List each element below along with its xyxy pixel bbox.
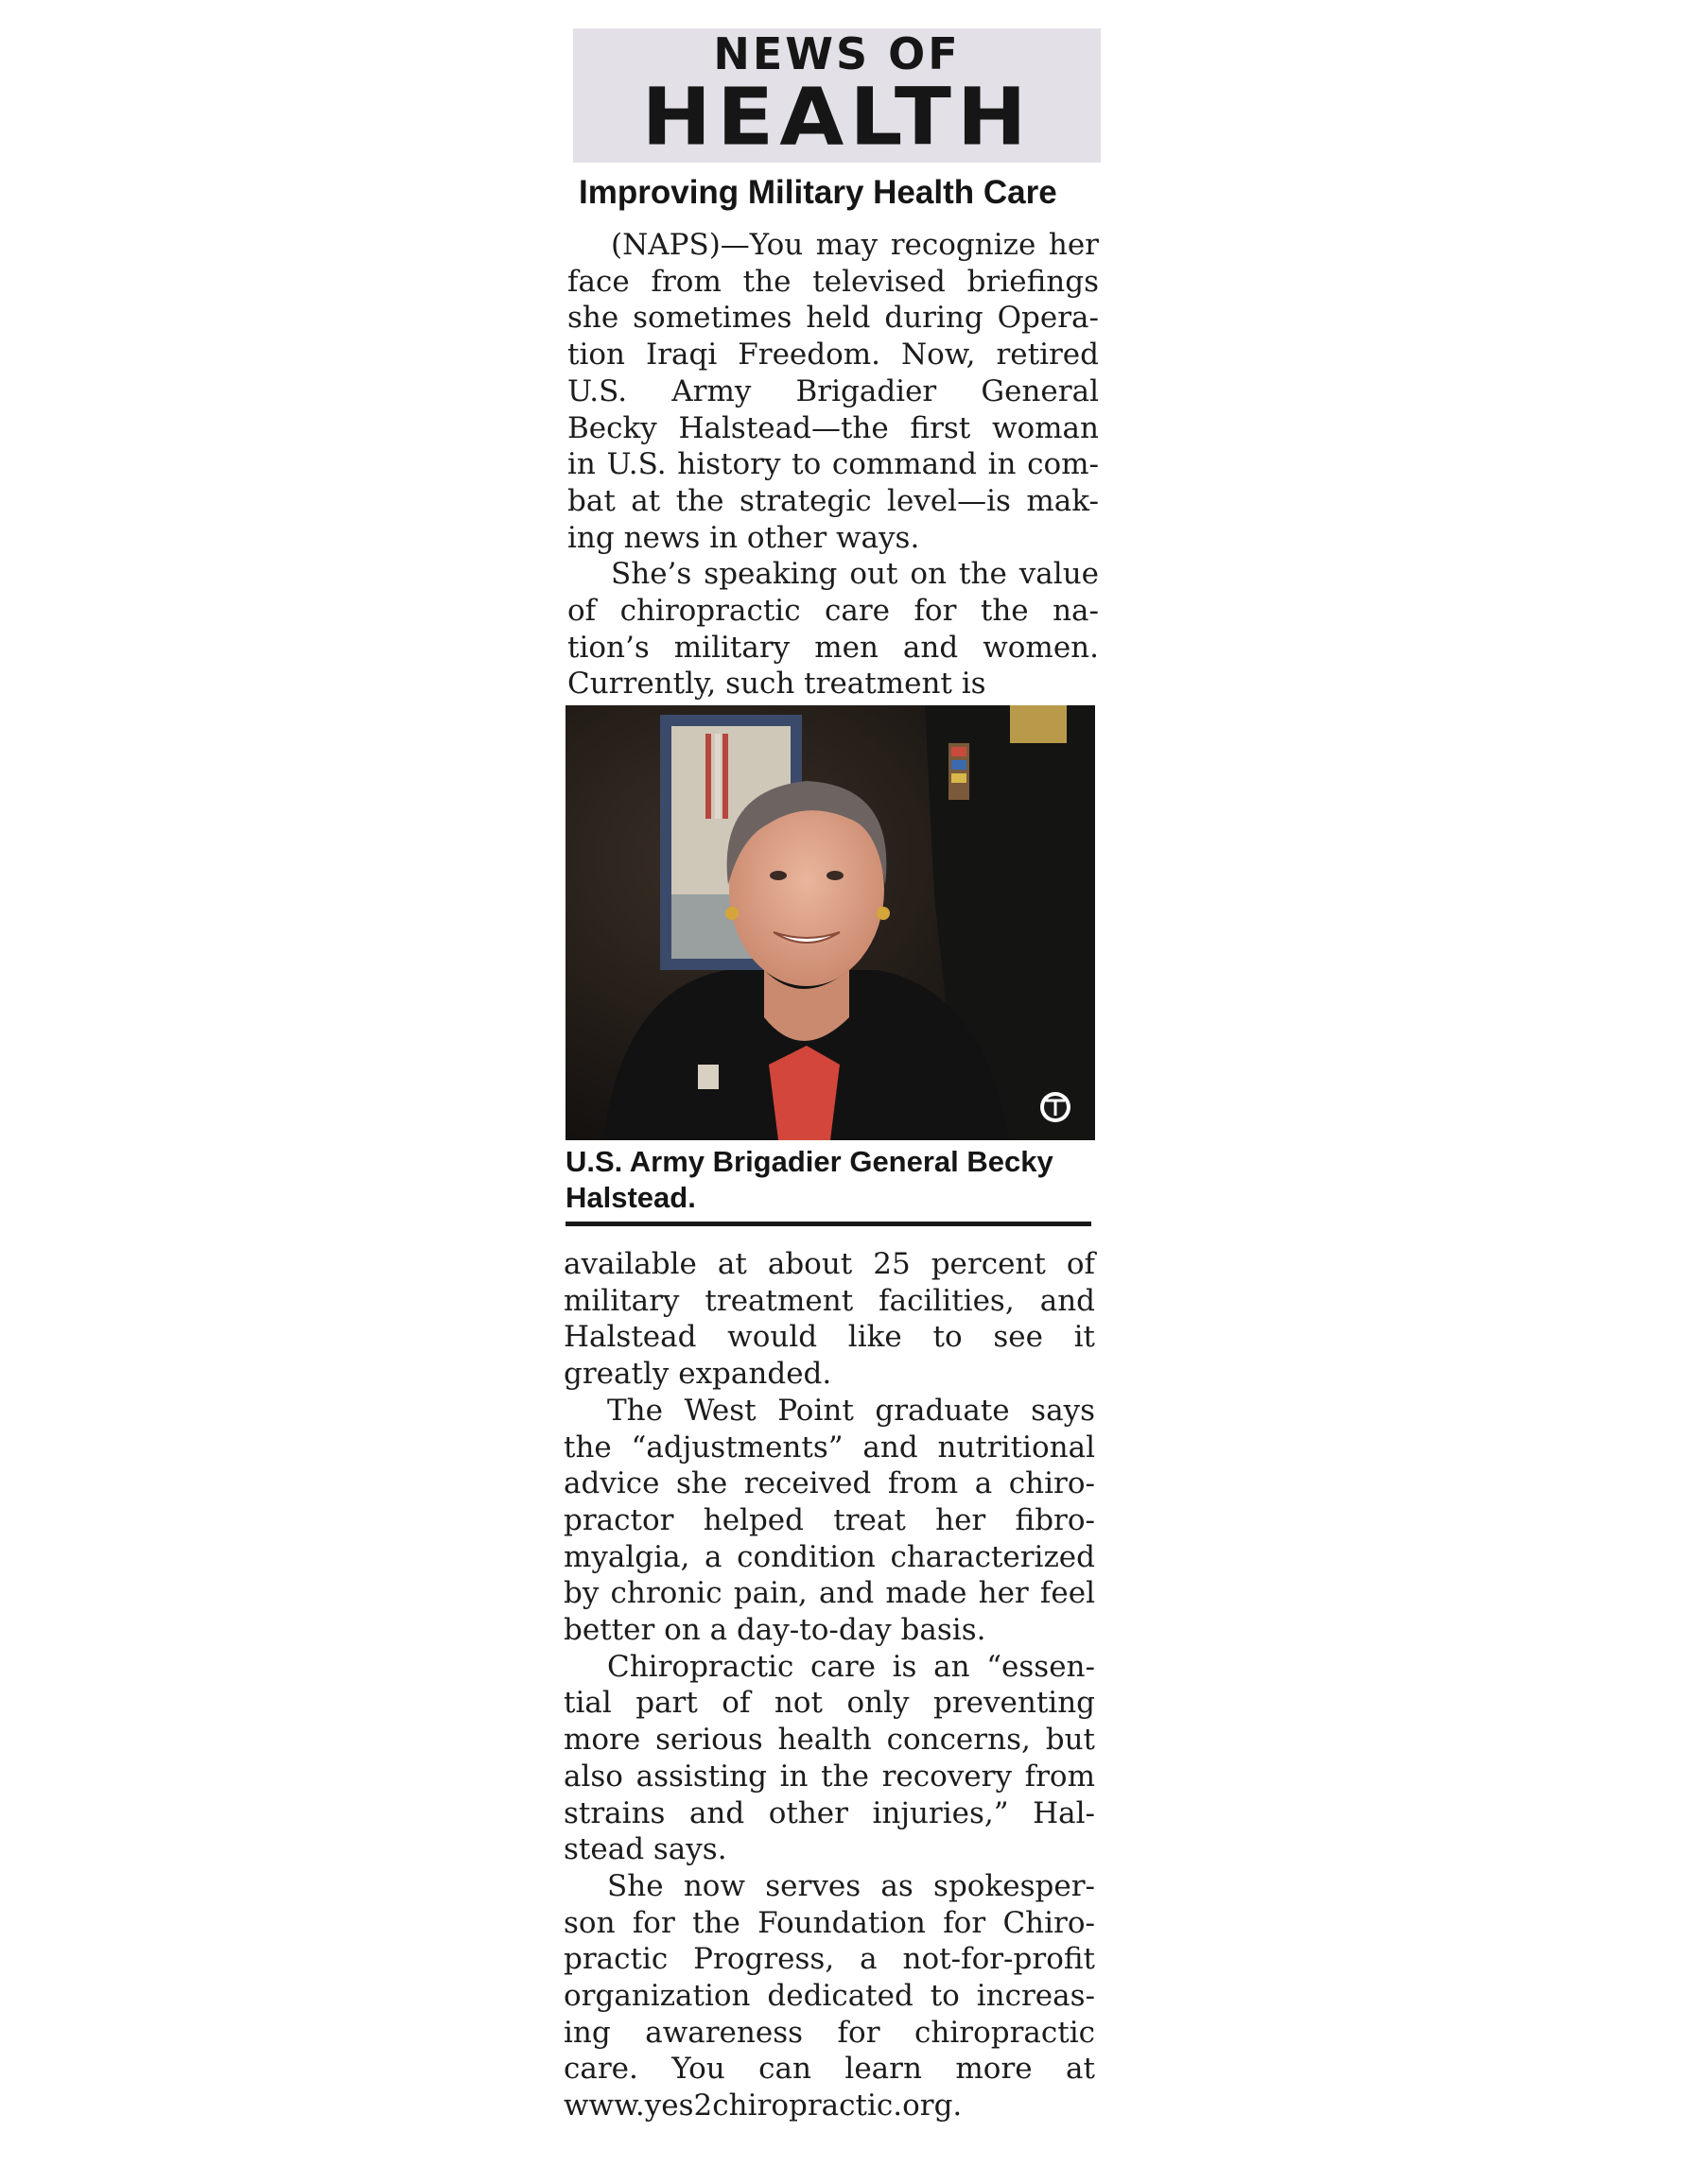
body-line: practic Progress, a not-for-profit <box>564 1942 1095 1977</box>
body-line: (NAPS)—You may recognize her <box>611 228 1099 262</box>
naps-logo <box>1040 1092 1070 1122</box>
body-line: care. You can learn more at <box>564 2052 1095 2087</box>
body-line: face from the televised briefings <box>567 264 1099 299</box>
caption-rule <box>566 1222 1091 1226</box>
body-line: myalgia, a condition characterized <box>564 1539 1095 1574</box>
body-line: available at about 25 percent of <box>564 1247 1095 1281</box>
body-line: organization dedicated to increas- <box>564 1979 1095 2014</box>
body-line: tion Iraqi Freedom. Now, retired <box>567 338 1099 373</box>
body-line: She now serves as spokesper- <box>607 1868 1095 1903</box>
body-line: U.S. Army Brigadier General <box>567 373 1099 408</box>
body-line: ing awareness for chiropractic <box>564 2015 1095 2050</box>
body-line: Halstead would like to see it <box>564 1320 1095 1355</box>
body-line: tion’s military men and women. <box>567 630 1099 665</box>
article-body-part1 <box>567 227 1099 702</box>
body-line: more serious health concerns, but <box>564 1723 1095 1758</box>
body-line: better on a day-to-day basis. <box>564 1613 986 1648</box>
body-line: she sometimes held during Opera- <box>567 301 1099 336</box>
body-line: She’s speaking out on the value <box>611 557 1099 592</box>
masthead-title: HEALTH <box>641 70 1033 164</box>
body-line: Currently, such treatment is <box>567 667 986 702</box>
body-line: in U.S. history to command in com- <box>567 447 1099 482</box>
masthead <box>573 28 1101 163</box>
body-line: ing news in other ways. <box>567 520 920 555</box>
body-line: tial part of not only preventing <box>564 1686 1095 1721</box>
body-line: son for the Foundation for Chiro- <box>564 1905 1095 1940</box>
article-headline: Improving Military Health Care <box>579 174 1057 211</box>
flag <box>705 734 728 819</box>
body-line: of chiropractic care for the na- <box>567 594 1099 629</box>
body-line: the “adjustments” and nutritional <box>564 1430 1095 1465</box>
body-line: military treatment facilities, and <box>564 1283 1095 1318</box>
body-line: strains and other injuries,” Hal- <box>564 1795 1095 1830</box>
body-line: practor helped treat her fibro- <box>564 1502 1095 1537</box>
portrait-photo <box>566 705 1095 1140</box>
body-line: bat at the strategic level—is mak- <box>567 483 1099 518</box>
body-line: also assisting in the recovery from <box>564 1759 1095 1794</box>
masthead-top: NEWS OF <box>713 28 961 79</box>
body-line: by chronic pain, and made her feel <box>564 1576 1095 1611</box>
body-line: greatly expanded. <box>564 1357 832 1392</box>
article-body-part2 <box>564 1246 1095 2124</box>
lapel-pin <box>698 1065 719 1089</box>
body-line: Becky Halstead—the first woman <box>567 410 1099 445</box>
body-line: Chiropractic care is an “essen- <box>607 1649 1095 1684</box>
body-line: stead says. <box>564 1832 727 1867</box>
body-line: advice she received from a chiro- <box>564 1466 1095 1501</box>
body-line: www.yes2chiropractic.org. <box>564 2089 963 2123</box>
body-line: The West Point graduate says <box>607 1393 1095 1428</box>
photo-caption: U.S. Army Brigadier General Becky Halstead. <box>566 1145 1053 1214</box>
